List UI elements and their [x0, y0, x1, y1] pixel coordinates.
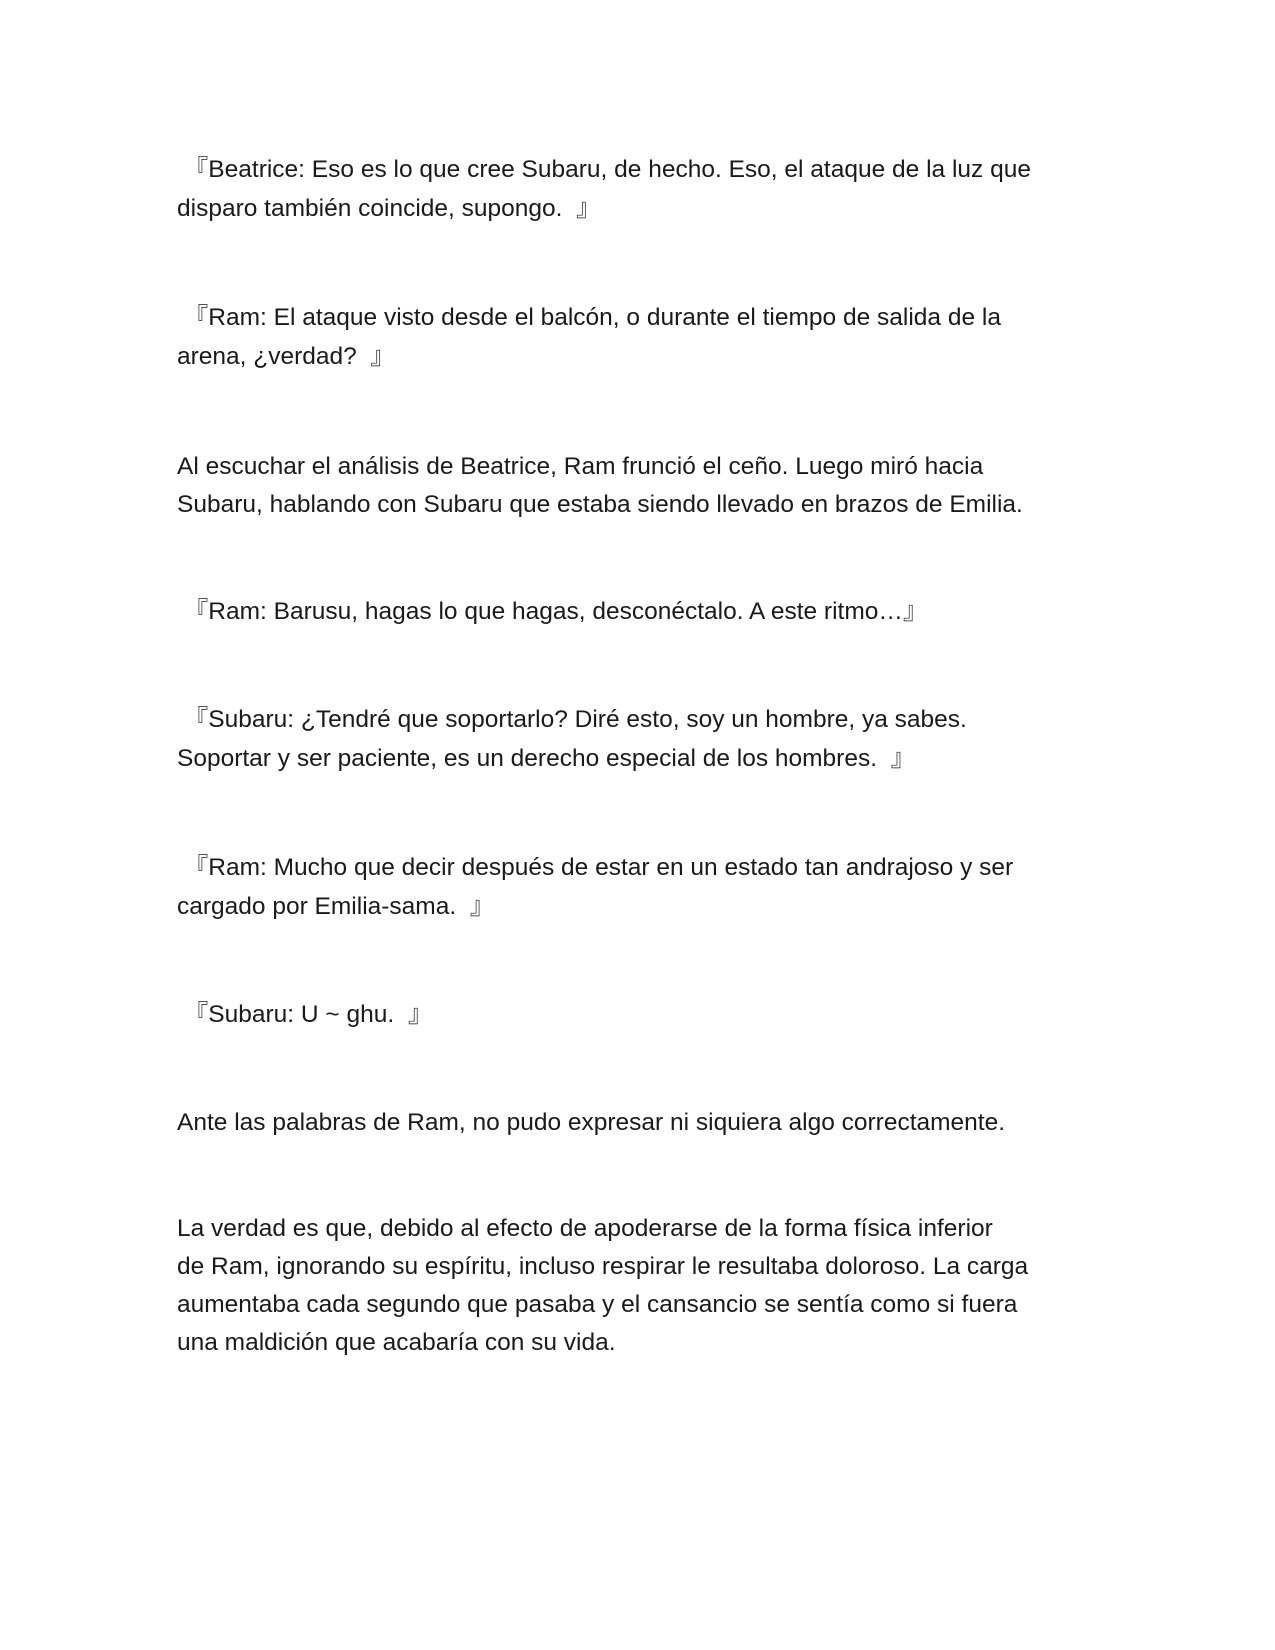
- paragraph-subaru-dialogue-2: [177, 995, 1107, 1034]
- text-line: disparo también coincide, supongo. 』: [177, 195, 601, 222]
- paragraph-narration-2: [177, 1103, 1107, 1142]
- paragraph-narration-1: [177, 448, 1107, 524]
- text-line: 『Ram: El ataque visto desde el balcón, o durante el tiempo de salida de la: [177, 304, 1001, 331]
- text-line: cargado por Emilia-sama. 』: [177, 893, 495, 920]
- text-line: Ante las palabras de Ram, no pudo expresar ni siquiera algo correctamente.: [177, 1109, 1006, 1136]
- text-line: 『Ram: Barusu, hagas lo que hagas, desconéctalo. A este ritmo…』: [177, 598, 928, 625]
- text-line: Al escuchar el análisis de Beatrice, Ram frunció el ceño. Luego miró hacia: [177, 453, 984, 480]
- paragraph-ram-dialogue-1: [177, 298, 1107, 376]
- text-line: La verdad es que, debido al efecto de apoderarse de la forma física inferior: [177, 1215, 993, 1242]
- text-line: una maldición que acabaría con su vida.: [177, 1329, 616, 1356]
- text-line: 『Subaru: U ~ ghu. 』: [177, 1001, 433, 1028]
- text-line: 『Ram: Mucho que decir después de estar en un estado tan andrajoso y ser: [177, 854, 1014, 881]
- paragraph-narration-3: [177, 1210, 1107, 1362]
- text-line: Soportar y ser paciente, es un derecho especial de los hombres. 』: [177, 745, 916, 772]
- paragraph-ram-dialogue-2: [177, 592, 1107, 631]
- text-line: arena, ¿verdad? 』: [177, 343, 395, 370]
- text-line: 『Subaru: ¿Tendré que soportarlo? Diré esto, soy un hombre, ya sabes.: [177, 706, 967, 733]
- paragraph-ram-dialogue-3: [177, 848, 1107, 926]
- text-line: de Ram, ignorando su espíritu, incluso respirar le resultaba doloroso. La carga: [177, 1253, 1029, 1280]
- text-line: Subaru, hablando con Subaru que estaba siendo llevado en brazos de Emilia.: [177, 491, 1023, 518]
- paragraph-subaru-dialogue-1: [177, 700, 1107, 778]
- paragraph-beatrice-dialogue: [177, 150, 1107, 228]
- text-line: aumentaba cada segundo que pasaba y el cansancio se sentía como si fuera: [177, 1291, 1018, 1318]
- text-line: 『Beatrice: Eso es lo que cree Subaru, de hecho. Eso, el ataque de la luz que: [177, 156, 1031, 183]
